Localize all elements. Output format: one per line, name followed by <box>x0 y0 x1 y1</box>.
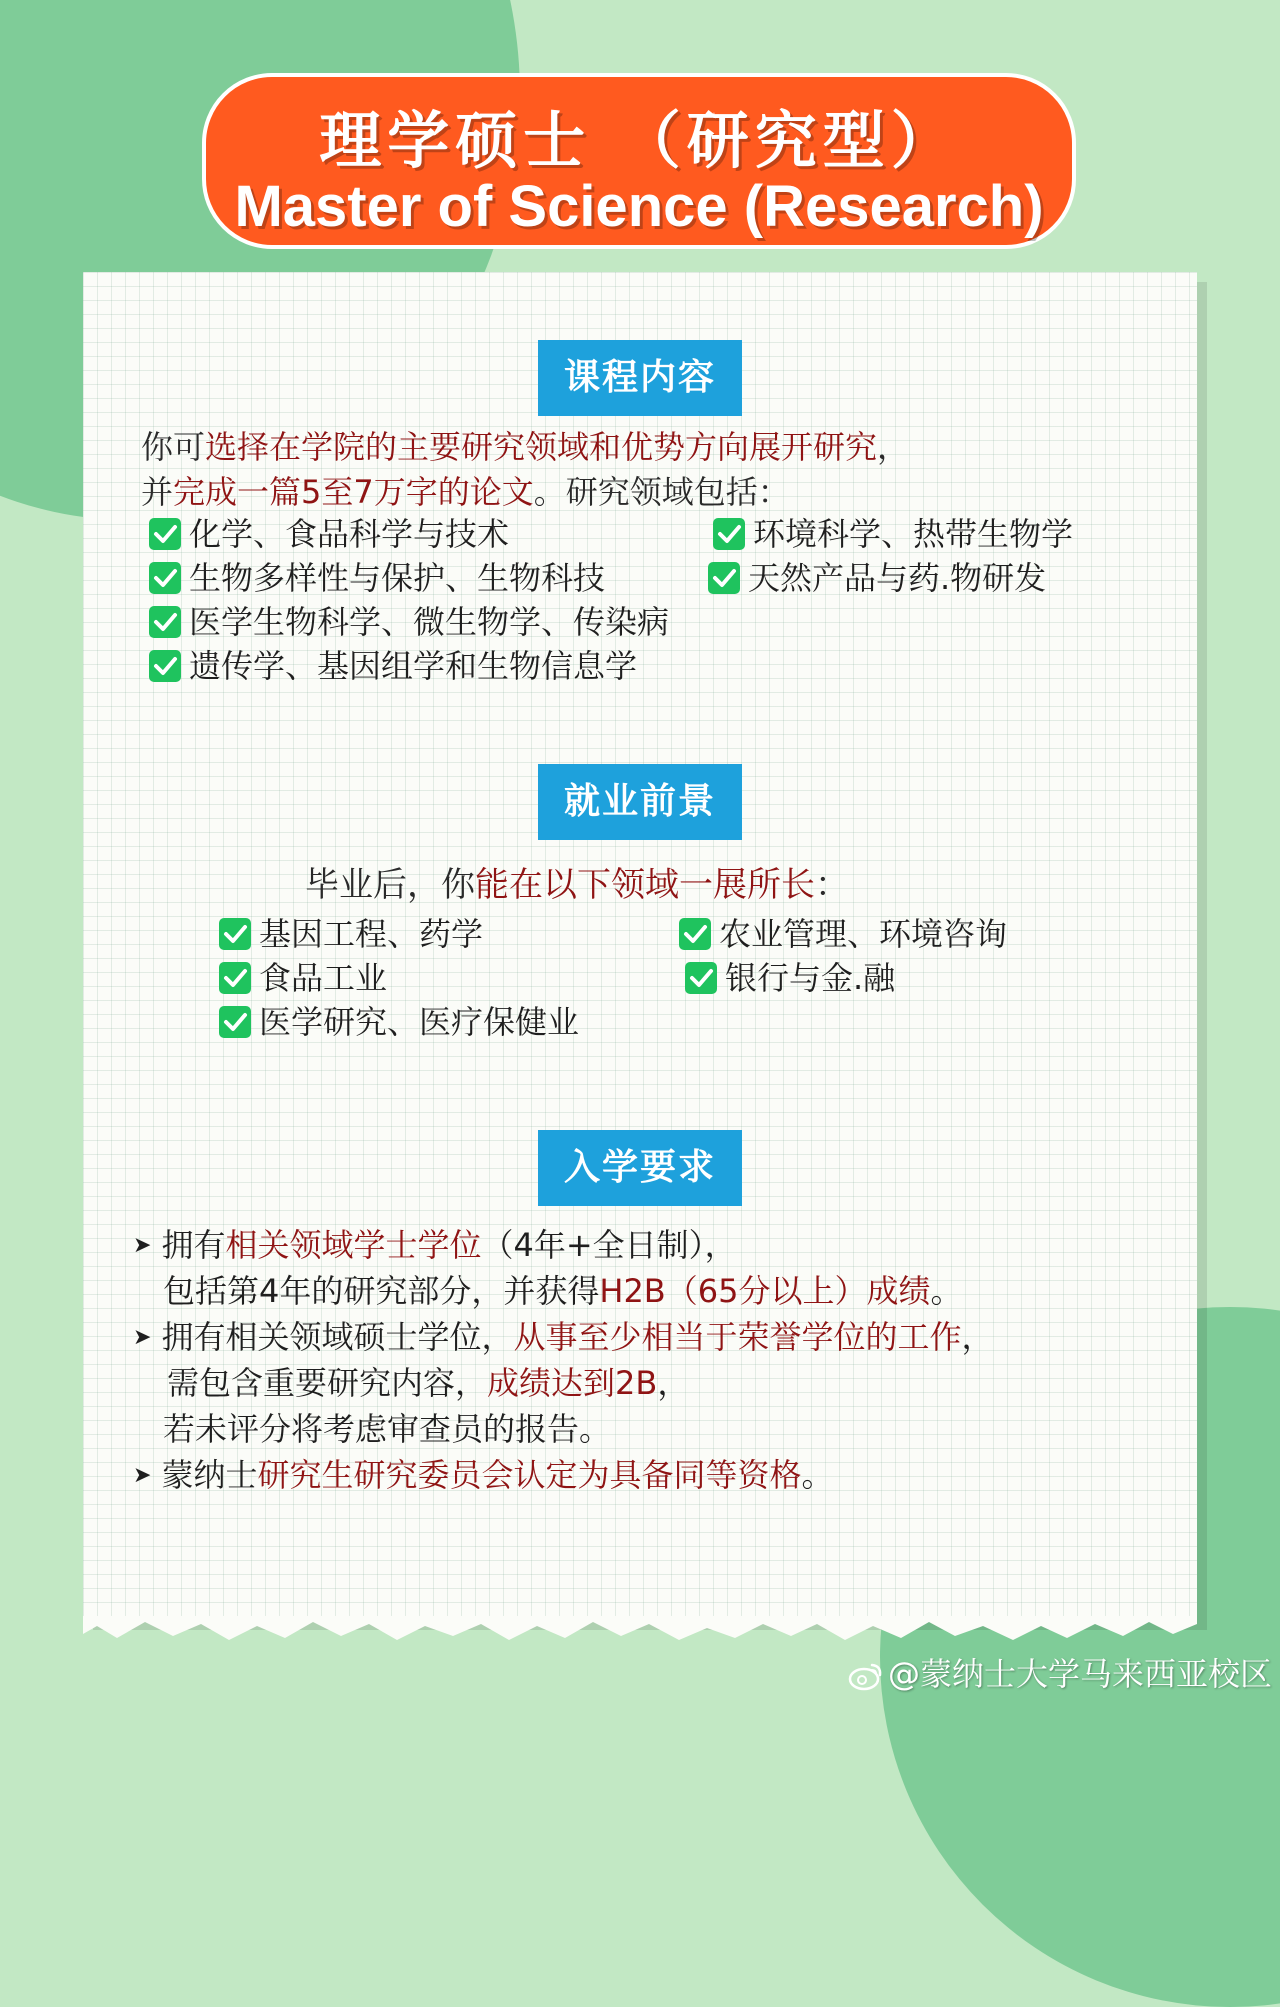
item-label: 生物多样性与保护、生物科技 <box>189 559 606 597</box>
highlight-text: 能在以下领域一展所长 <box>475 865 815 905</box>
title-banner <box>202 73 1076 249</box>
text-segment: 需包含重要研究内容， <box>167 1364 488 1402</box>
checkmark-icon <box>708 562 740 594</box>
course-heading: 课程内容 <box>538 340 742 416</box>
item-label: 食品工业 <box>259 959 388 997</box>
checkmark-icon <box>219 918 251 950</box>
highlight-text: 相关领域学士学位 <box>225 1226 482 1264</box>
text-segment: ， <box>961 1318 994 1356</box>
career-item <box>679 914 1007 954</box>
checkmark-icon <box>679 918 711 950</box>
arrow-bullet-icon: ➤ <box>133 1463 152 1488</box>
weibo-logo-icon <box>848 1661 884 1691</box>
arrow-bullet-icon: ➤ <box>133 1325 152 1350</box>
text-segment: 拥有相关领域硕士学位， <box>161 1318 514 1356</box>
text-segment: 并 <box>141 473 174 511</box>
requirement-bullet <box>133 1312 993 1358</box>
title-chinese: 理学硕士 （研究型） <box>319 104 959 177</box>
course-item <box>149 646 637 686</box>
highlight-text: 从事至少相当于荣誉学位的工作 <box>513 1318 962 1356</box>
item-label: 医学研究、医疗保健业 <box>259 1003 580 1041</box>
text-segment: ： <box>815 865 849 905</box>
requirement-bullet <box>133 1220 737 1266</box>
arrow-bullet-icon: ➤ <box>133 1233 152 1258</box>
career-item <box>219 958 387 998</box>
text-segment: 。 <box>801 1456 834 1494</box>
torn-paper-edge <box>83 1616 1197 1646</box>
item-label: 环境科学、热带生物学 <box>753 515 1074 553</box>
highlight-text: 选择在学院的主要研究领域和优势方向展开研究 <box>205 428 878 466</box>
item-label: 基因工程、药学 <box>259 915 484 953</box>
career-item <box>219 914 483 954</box>
title-english: Master of Science (Research) <box>234 174 1044 239</box>
course-intro-line-2 <box>141 467 790 513</box>
checkmark-icon <box>219 1006 251 1038</box>
requirement-continuation: 若未评分将考虑审查员的报告。 <box>163 1410 612 1448</box>
text-segment: 蒙纳士 <box>161 1456 258 1494</box>
item-label: 化学、食品科学与技术 <box>189 515 510 553</box>
course-item <box>713 514 1073 554</box>
requirement-continuation <box>167 1358 689 1404</box>
text-segment: 毕业后，你 <box>305 865 475 905</box>
text-segment: 。 <box>930 1272 963 1310</box>
checkmark-icon <box>219 962 251 994</box>
highlight-text: H2B（65分以上）成绩 <box>599 1272 931 1310</box>
text-segment: 你可 <box>141 428 206 466</box>
text-segment: （4年+全日制）， <box>481 1226 737 1264</box>
career-item <box>685 958 895 998</box>
text-segment: 包括第4年的研究部分，并获得 <box>163 1272 600 1310</box>
requirement-continuation <box>163 1266 963 1312</box>
content-card <box>83 272 1197 1620</box>
course-item <box>149 558 605 598</box>
item-label: 遗传学、基因组学和生物信息学 <box>189 647 638 685</box>
course-item <box>149 514 509 554</box>
watermark-text: @蒙纳士大学马来西亚校区 <box>887 1655 1272 1693</box>
highlight-text: 研究生研究委员会认定为具备同等资格 <box>257 1456 802 1494</box>
checkmark-icon <box>149 606 181 638</box>
course-item <box>708 558 1046 598</box>
text-segment: 拥有 <box>161 1226 226 1264</box>
item-label: 天然产品与药.物研发 <box>748 559 1047 597</box>
course-intro-line-1 <box>141 422 909 468</box>
text-segment: 。研究领域包括： <box>533 473 790 511</box>
checkmark-icon <box>149 518 181 550</box>
weibo-watermark <box>848 1649 1272 1695</box>
checkmark-icon <box>149 562 181 594</box>
highlight-text: 成绩达到2B <box>487 1364 658 1402</box>
checkmark-icon <box>713 518 745 550</box>
item-label: 医学生物科学、微生物学、传染病 <box>189 603 670 641</box>
item-label: 银行与金.融 <box>725 959 896 997</box>
checkmark-icon <box>685 962 717 994</box>
text-segment: ， <box>877 428 910 466</box>
career-item <box>219 1002 579 1042</box>
highlight-text: 完成一篇5至7万字的论文 <box>173 473 534 511</box>
item-label: 农业管理、环境咨询 <box>719 915 1008 953</box>
checkmark-icon <box>149 650 181 682</box>
career-intro <box>305 857 849 906</box>
course-item <box>149 602 669 642</box>
career-heading: 就业前景 <box>538 764 742 840</box>
requirement-bullet <box>133 1450 833 1496</box>
admission-heading: 入学要求 <box>538 1130 742 1206</box>
text-segment: ， <box>657 1364 690 1402</box>
